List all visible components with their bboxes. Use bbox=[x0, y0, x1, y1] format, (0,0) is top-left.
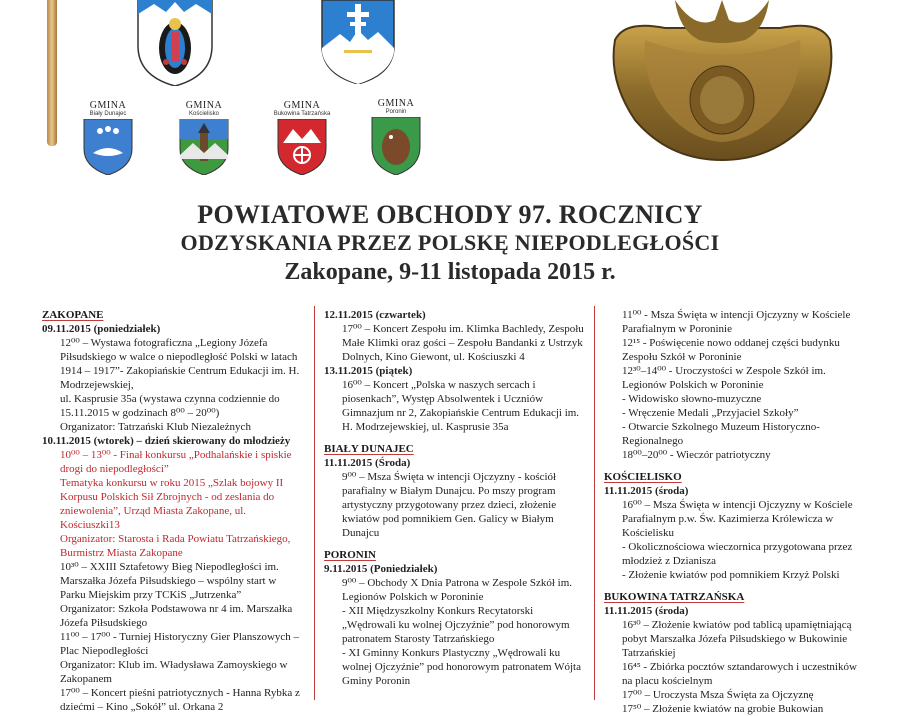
event-item: 9⁰⁰ – Obchody X Dnia Patrona w Zespole Szkół im. Legionów Polskich w Poroninie bbox=[342, 577, 573, 603]
event-item: Organizator: Szkoła Podstawowa nr 4 im. Marszałka Józefa Piłsudskiego bbox=[60, 603, 293, 629]
section-title: BUKOWINA TATRZAŃSKA bbox=[604, 591, 745, 603]
column-middle bbox=[324, 308, 586, 688]
gmina-title: GMINA bbox=[89, 100, 127, 111]
section-title: PORONIN bbox=[324, 549, 376, 561]
gmina-name: Poronin bbox=[385, 109, 407, 115]
koscielisko-crest-icon bbox=[179, 119, 229, 175]
gmina-bialy-dunajec bbox=[80, 100, 136, 180]
event-item: 9⁰⁰ – Msza Święta w intencji Ojczyzny - kościół parafialny w Białym Dunajcu. Po mszy program artystyczny przygotowany przez dzieci, złożenie kwiatów pod pomnikiem Gen. Galicy w Białym Dunajcu bbox=[342, 471, 557, 539]
zakopane-crest-icon bbox=[136, 0, 214, 86]
event-item-highlight: 10⁰⁰ – 13⁰⁰ - Finał konkursu „Podhalańskie i spiskie drogi do niepodległości” bbox=[60, 449, 292, 475]
gmina-title: GMINA bbox=[185, 100, 223, 111]
section-title: BIAŁY DUNAJEC bbox=[324, 443, 414, 455]
column-divider bbox=[314, 306, 315, 700]
section-title: ZAKOPANE bbox=[42, 309, 104, 321]
event-date: 13.11.2015 (piątek) bbox=[324, 365, 413, 377]
event-item: 17⁰⁰ – Koncert Zespołu im. Klimka Bachledy, Zespołu Małe Klimki oraz gości – Zespołu Bandanki z Ustrzyk Dolnych, Kino Giewont, ul. Kościuszki 4 bbox=[342, 323, 584, 363]
event-item: - Otwarcie Szkolnego Muzeum Historyczno-Regionalnego bbox=[622, 421, 820, 447]
powiat-crest-icon bbox=[320, 0, 396, 84]
event-item: 16⁴⁵ - Zbiórka pocztów sztandarowych i uczestników na placu kościelnym bbox=[622, 661, 857, 687]
event-date: 11.11.2015 (środa) bbox=[604, 605, 689, 617]
event-item: ul. Kasprusie 35a (wystawa czynna codziennie do 15.11.2015 w godzinach 8⁰⁰ – 20⁰⁰) bbox=[60, 393, 280, 419]
eagle-badge-icon bbox=[605, 0, 840, 162]
gmina-title: GMINA bbox=[283, 100, 321, 111]
event-item: 12³⁰–14⁰⁰ - Uroczystości w Zespole Szkół im. Legionów Polskich w Poroninie bbox=[622, 365, 826, 391]
event-item-highlight: Tematyka konkursu w roku 2015 „Szlak bojowy II Korpusu Polskich Sił Zbrojnych - od zeslania do zniewolenia”, Urząd Miasta Zakopane, ul. Kościuszki13 bbox=[60, 477, 284, 531]
column-right bbox=[604, 308, 866, 716]
event-item: Organizator: Klub im. Władysława Zamoyskiego w Zakopanem bbox=[60, 659, 288, 685]
gmina-title: GMINA bbox=[377, 98, 415, 109]
title-line-1: POWIATOWE OBCHODY 97. ROCZNICY bbox=[197, 200, 703, 229]
gmina-bukowina bbox=[272, 100, 332, 180]
event-date: 11.11.2015 (Środa) bbox=[324, 457, 411, 469]
event-item: - Widowisko słowno-muzyczne bbox=[622, 393, 762, 405]
event-item: 12¹⁵ - Poświęcenie nowo oddanej części budynku Zespołu Szkół w Poroninie bbox=[622, 337, 840, 363]
event-item: 17⁰⁰ – Koncert pieśni patriotycznych - Hanna Rybka z dziećmi – Kino „Sokół” ul. Orkana 2 bbox=[60, 687, 300, 713]
gmina-name: Kościelisko bbox=[188, 111, 219, 117]
event-item: 11⁰⁰ – 17⁰⁰ - Turniej Historyczny Gier Planszowych – Plac Niepodległości bbox=[60, 631, 300, 657]
bialy-dunajec-crest-icon bbox=[83, 119, 133, 175]
gmina-koscielisko bbox=[176, 100, 232, 180]
event-item: - Okolicznościowa wieczornica przygotowana przez młodzież z Dzianisza bbox=[622, 541, 853, 567]
event-item: 10³⁰ – XXIII Sztafetowy Bieg Niepodległości im. Marszałka Józefa Piłsudskiego – wspólny start w Parku Miejskim przy TCKiS „Jutrzenka” bbox=[60, 561, 279, 601]
event-item: 17⁵⁰ – Złożenie kwiatów na grobie Bukowian bbox=[622, 703, 824, 715]
event-item: 12⁰⁰ – Wystawa fotograficzna „Legiony Józefa Piłsudskiego w walce o niepodległość Polski w latach 1914 – 1917”- Zakopiańskie Centrum Edukacji im. H. Modrzejewskiej, bbox=[60, 337, 300, 391]
event-date: 10.11.2015 (wtorek) – dzień skierowany do młodzieży bbox=[42, 435, 291, 447]
page-title bbox=[0, 200, 900, 287]
gmina-name: Bukowina Tatrzańska bbox=[273, 111, 331, 117]
event-date: 11.11.2015 (środa) bbox=[604, 485, 689, 497]
event-item: - XI Gminny Konkurs Plastyczny „Wędrowali ku wolnej Ojczyźnie” pod honorowym patronatem Wójta Gminy Poronin bbox=[342, 647, 581, 687]
header-graphics bbox=[0, 0, 900, 190]
event-date: 9.11.2015 (Poniedziałek) bbox=[324, 563, 438, 575]
event-date: 09.11.2015 (poniedziałek) bbox=[42, 323, 161, 335]
event-item: 16³⁰ – Złożenie kwiatów pod tablicą upamiętniającą pobyt Marszałka Józefa Piłsudskiego w Bukowinie Tatrzańskiej bbox=[622, 619, 852, 659]
event-item: - Wręczenie Medali „Przyjaciel Szkoły” bbox=[622, 407, 799, 419]
event-item: 11⁰⁰ - Msza Święta w intencji Ojczyzny w Kościele Parafialnym w Poroninie bbox=[622, 309, 851, 335]
column-divider bbox=[594, 306, 595, 700]
bukowina-crest-icon bbox=[277, 119, 327, 175]
gmina-name: Biały Dunajec bbox=[89, 111, 127, 117]
section-title: KOŚCIELISKO bbox=[604, 471, 682, 483]
gmina-poronin bbox=[368, 98, 424, 180]
event-item: 16⁰⁰ – Msza Święta w intencji Ojczyzny w Kościele Parafialnym p.w. Św. Kazimierza Królewicza w Kościelisku bbox=[622, 499, 853, 539]
event-item: Organizator: Tatrzański Klub Niezależnych bbox=[60, 421, 251, 433]
column-zakopane bbox=[42, 308, 304, 714]
poronin-crest-icon bbox=[371, 117, 421, 175]
event-item: 16⁰⁰ – Koncert „Polska w naszych sercach i piosenkach”, Występ Absolwentek i Uczniów Gimnazjum nr 2, Zakopiańskie Centrum Edukacji im. H. Modrzejewskiej, ul. Kasprusie 35a bbox=[342, 379, 580, 433]
event-item: - Złożenie kwiatów pod pomnikiem Krzyż Polski bbox=[622, 569, 840, 581]
flag-pole bbox=[47, 0, 57, 146]
event-item: 17⁰⁰ – Uroczysta Msza Święta za Ojczyznę bbox=[622, 689, 814, 701]
event-item: - XII Międzyszkolny Konkurs Recytatorski „Wędrowali ku wolnej Ojczyźnie” pod honorowym patronatem Starosty Tatrzańskiego bbox=[342, 605, 570, 645]
event-date: 12.11.2015 (czwartek) bbox=[324, 309, 426, 321]
event-item: 18⁰⁰–20⁰⁰ - Wieczór patriotyczny bbox=[622, 449, 771, 461]
title-line-3: Zakopane, 9-11 listopada 2015 r. bbox=[284, 259, 616, 285]
event-item-highlight: Organizator: Starosta i Rada Powiatu Tatrzańskiego, Burmistrz Miasta Zakopane bbox=[60, 533, 291, 559]
title-line-2: ODZYSKANIA PRZEZ POLSKĘ NIEPODLEGŁOŚCI bbox=[180, 230, 720, 255]
